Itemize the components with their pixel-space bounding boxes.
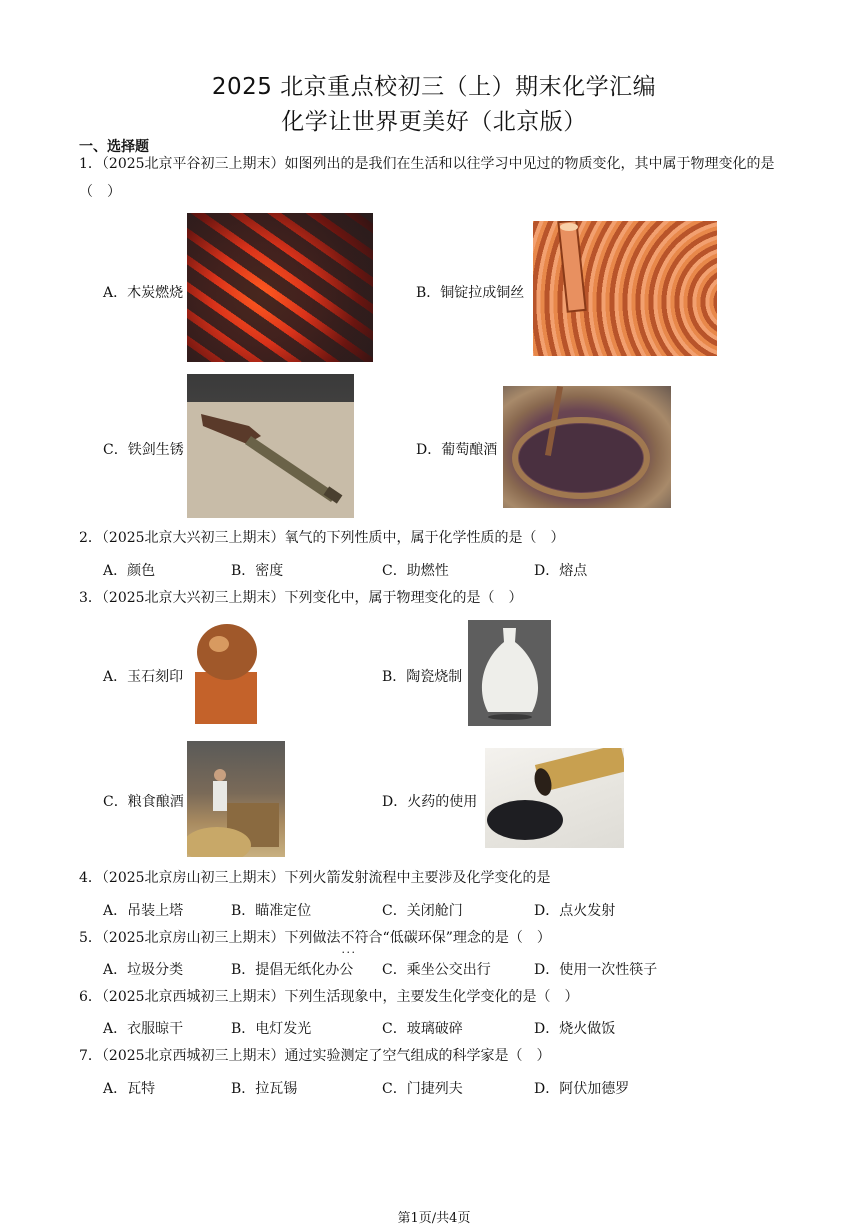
q1-option-c: C．铁剑生锈 xyxy=(103,442,184,458)
q5-option-a: A．垃圾分类 xyxy=(103,962,184,978)
document-title: 2025 北京重点校初三（上）期末化学汇编 xyxy=(211,74,657,100)
question-3-stem: 3．（2025北京大兴初三上期末）下列变化中，属于物理变化的是（ ） xyxy=(79,590,523,606)
q2-option-c: C．助燃性 xyxy=(382,563,449,579)
document-subtitle: 化学让世界更美好（北京版） xyxy=(281,109,587,135)
jade-seal-image xyxy=(187,616,268,727)
sword-shape xyxy=(187,374,354,518)
q5-option-d: D．使用一次性筷子 xyxy=(534,962,658,978)
question-5-stem-post: “低碳环保”理念的是（ ） xyxy=(382,930,551,946)
q4-option-d: D．点火发射 xyxy=(534,903,616,919)
section-heading: 一、选择题 xyxy=(79,139,149,155)
q4-option-a: A．吊装上塔 xyxy=(103,903,184,919)
charcoal-burning-image xyxy=(187,213,373,362)
question-2-stem: 2．（2025北京大兴初三上期末）氧气的下列性质中，属于化学性质的是（ ） xyxy=(79,530,565,546)
grape-wine-image xyxy=(503,386,671,508)
q2-option-b: B．密度 xyxy=(231,563,284,579)
q3-option-b: B．陶瓷烧制 xyxy=(382,669,463,685)
q6-option-a: A．衣服晾干 xyxy=(103,1021,184,1037)
gunpowder-image xyxy=(485,748,624,848)
q1-option-a: A．木炭燃烧 xyxy=(103,285,184,301)
vase-shape xyxy=(468,620,551,726)
q3-option-c: C．粮食酿酒 xyxy=(103,794,184,810)
q3-option-a: A．玉石刻印 xyxy=(103,669,184,685)
grain-brewing-image xyxy=(187,741,285,857)
q7-option-a: A．瓦特 xyxy=(103,1081,156,1097)
q6-option-b: B．电灯发光 xyxy=(231,1021,312,1037)
q5-option-c: C．乘坐公交出行 xyxy=(382,962,491,978)
q4-option-b: B．瞄准定位 xyxy=(231,903,312,919)
q1-option-b: B．铜锭拉成铜丝 xyxy=(416,285,525,301)
question-4-stem: 4．（2025北京房山初三上期末）下列火箭发射流程中主要涉及化学变化的是 xyxy=(79,870,551,886)
q7-option-c: C．门捷列夫 xyxy=(382,1081,463,1097)
q6-option-d: D．烧火做饭 xyxy=(534,1021,616,1037)
copper-wire-image xyxy=(533,221,717,356)
brewing-scene-shape xyxy=(187,741,285,857)
question-5-emphasis: 不符合 · · · xyxy=(341,924,383,952)
question-6-stem: 6．（2025北京西城初三上期末）下列生活现象中，主要发生化学变化的是（ ） xyxy=(79,989,579,1005)
copper-rod-shape xyxy=(533,221,717,356)
q4-option-c: C．关闭舱门 xyxy=(382,903,463,919)
q6-option-c: C．玻璃破碎 xyxy=(382,1021,463,1037)
gunpowder-shape xyxy=(485,748,624,848)
question-7-stem: 7．（2025北京西城初三上期末）通过实验测定了空气组成的科学家是（ ） xyxy=(79,1048,551,1064)
seal-shape xyxy=(187,616,268,727)
q3-option-d: D．火药的使用 xyxy=(382,794,478,810)
q7-option-b: B．拉瓦锡 xyxy=(231,1081,298,1097)
question-5-stem xyxy=(79,924,551,952)
page-footer: 第1页/共4页 xyxy=(397,1211,471,1226)
barrel-shape xyxy=(503,386,671,508)
q5-option-b: B．提倡无纸化办公 xyxy=(231,962,354,978)
q2-option-d: D．熔点 xyxy=(534,563,588,579)
question-5-stem-pre: 5．（2025北京房山初三上期末）下列做法 xyxy=(79,930,341,946)
porcelain-vase-image xyxy=(468,620,551,726)
q2-option-a: A．颜色 xyxy=(103,563,156,579)
q1-option-d: D．葡萄酿酒 xyxy=(416,442,498,458)
rusty-sword-image xyxy=(187,374,354,518)
q7-option-d: D．阿伏加德罗 xyxy=(534,1081,630,1097)
question-1-stem: 1．（2025北京平谷初三上期末）如图列出的是我们在生活和以往学习中见过的物质变化，其中属于物理变化的是（ ） xyxy=(79,156,775,200)
